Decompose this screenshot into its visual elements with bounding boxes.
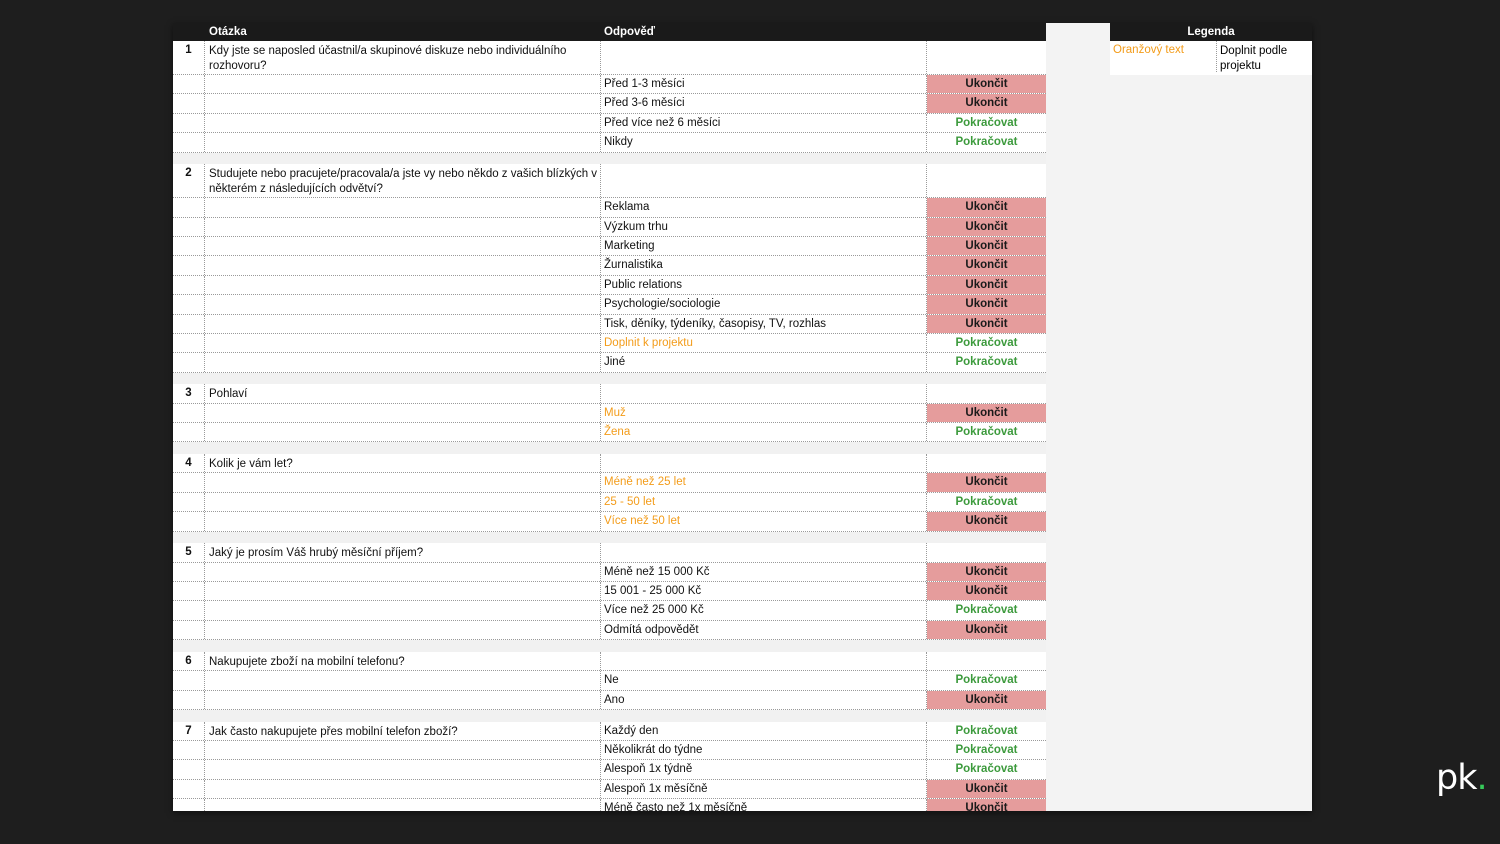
number-cell [173,276,205,294]
answer-row [173,256,1046,275]
answer-row [173,799,1046,811]
question-cell [205,780,601,798]
number-cell [173,198,205,216]
action-cell [927,164,1046,197]
row-gap [173,532,1046,544]
answer-row [173,741,1046,760]
answer-text: Ne [601,671,927,689]
action-badge: Pokračovat [955,495,1018,508]
answer-cell [601,543,927,561]
answer-row [173,133,1046,152]
action-badge: Ukončit [927,563,1046,581]
answer-text: Několikrát do týdne [601,741,927,759]
action-badge: Ukončit [927,256,1046,274]
action-badge: Ukončit [927,512,1046,530]
number-cell [173,473,205,491]
number-cell [173,423,205,441]
answer-row [173,671,1046,690]
question-cell [205,621,601,639]
answer-row [173,601,1046,620]
question-cell [205,493,601,511]
question-number: 1 [173,41,205,74]
question-cell [205,423,601,441]
answer-text: 25 - 50 let [601,493,927,511]
question-cell [205,94,601,112]
action-badge: Ukončit [927,295,1046,313]
answer-row [173,493,1046,512]
action-badge: Ukončit [927,404,1046,422]
answer-text: Žena [601,423,927,441]
answer-text: Psychologie/sociologie [601,295,927,313]
answer-row [173,473,1046,492]
question-cell [205,237,601,255]
row-gap [173,153,1046,165]
question-cell [205,601,601,619]
number-cell [173,621,205,639]
action-badge: Ukončit [927,75,1046,93]
answer-row [173,760,1046,779]
answer-text: Více než 25 000 Kč [601,601,927,619]
number-cell [173,218,205,236]
answer-text: Public relations [601,276,927,294]
action-badge: Ukončit [927,198,1046,216]
number-cell [173,799,205,811]
row-gap [173,640,1046,652]
header-answer: Odpověď [604,26,656,38]
number-cell [173,671,205,689]
action-badge: Pokračovat [955,724,1018,737]
answer-row [173,315,1046,334]
logo-dot: . [1476,758,1487,798]
action-badge: Ukončit [927,473,1046,491]
question-number: 3 [173,384,205,402]
pk-logo [1436,758,1487,798]
question-cell [205,582,601,600]
answer-row [173,780,1046,799]
question-cell [205,218,601,236]
number-cell [173,353,205,371]
answer-row [173,276,1046,295]
answer-row [173,75,1046,94]
question-cell [205,691,601,709]
answer-text: Alespoň 1x měsíčně [601,780,927,798]
number-cell [173,741,205,759]
legend [1110,23,1312,75]
answer-text: Před více než 6 měsíci [601,114,927,132]
number-cell [173,691,205,709]
answer-row [173,404,1046,423]
answer-text: Ano [601,691,927,709]
question-cell [205,198,601,216]
question-row [173,454,1046,473]
question-cell [205,295,601,313]
answer-row [173,334,1046,353]
action-badge: Ukončit [927,799,1046,811]
screener-table [173,23,1046,811]
number-cell [173,237,205,255]
number-cell [173,780,205,798]
question-text: Jak často nakupujete přes mobilní telefon zboží? [205,722,601,740]
answer-row [173,94,1046,113]
spreadsheet [173,23,1312,811]
answer-row [173,237,1046,256]
question-cell [205,799,601,811]
action-cell [927,543,1046,561]
action-cell [927,454,1046,472]
answer-cell [601,384,927,402]
legend-key: Oranžový text [1113,44,1184,56]
answer-row [173,198,1046,217]
table-header [173,23,1046,41]
question-text: Jaký je prosím Váš hrubý měsíční příjem? [205,543,601,561]
answer-text: Méně než 25 let [601,473,927,491]
answer-text: Reklama [601,198,927,216]
answer-text: Muž [601,404,927,422]
number-cell [173,334,205,352]
action-badge: Ukončit [927,691,1046,709]
action-badge: Ukončit [927,237,1046,255]
question-cell [205,512,601,530]
number-cell [173,760,205,778]
action-badge: Pokračovat [955,763,1018,776]
answer-text: Nikdy [601,133,927,151]
answer-text: Jiné [601,353,927,371]
question-cell [205,114,601,132]
action-cell [927,41,1046,74]
action-cell [927,384,1046,402]
question-text: Studujete nebo pracujete/pracovala/a jste vy nebo někdo z vašich blízkých v některém z následujících odvětví? [205,164,601,197]
number-cell [173,315,205,333]
answer-row [173,423,1046,442]
question-cell [205,334,601,352]
question-row [173,722,1046,741]
question-row [173,164,1046,198]
answer-row [173,353,1046,372]
legend-value: Doplnit podle projektu [1216,41,1306,72]
action-cell [927,652,1046,670]
number-cell [173,601,205,619]
action-badge: Ukončit [927,218,1046,236]
answer-cell [601,652,927,670]
number-cell [173,133,205,151]
row-gap [173,442,1046,454]
answer-row [173,691,1046,710]
question-cell [205,404,601,422]
question-cell [205,760,601,778]
question-text: Nakupujete zboží na mobilní telefonu? [205,652,601,670]
answer-row [173,114,1046,133]
action-badge: Pokračovat [955,356,1018,369]
logo-text: pk [1436,758,1477,798]
row-gap [173,710,1046,722]
action-badge: Ukončit [927,315,1046,333]
action-badge: Pokračovat [955,336,1018,349]
answer-text: Více než 50 let [601,512,927,530]
question-cell [205,741,601,759]
action-badge: Ukončit [927,276,1046,294]
question-row [173,652,1046,671]
answer-text: 15 001 - 25 000 Kč [601,582,927,600]
action-badge: Pokračovat [955,426,1018,439]
question-cell [205,256,601,274]
answer-row [173,295,1046,314]
number-cell [173,75,205,93]
question-number: 5 [173,543,205,561]
number-cell [173,114,205,132]
question-cell [205,353,601,371]
question-cell [205,133,601,151]
answer-text: Tisk, děníky, týdeníky, časopisy, TV, rozhlas [601,315,927,333]
answer-text: Marketing [601,237,927,255]
question-cell [205,276,601,294]
action-badge: Ukončit [927,621,1046,639]
question-cell [205,473,601,491]
row-gap [173,373,1046,385]
question-cell [205,75,601,93]
answer-text: Alespoň 1x týdně [601,760,927,778]
answer-cell [601,41,927,74]
number-cell [173,94,205,112]
answer-text: Výzkum trhu [601,218,927,236]
question-row [173,543,1046,562]
question-row [173,384,1046,403]
number-cell [173,512,205,530]
answer-cell [601,164,927,197]
number-cell [173,256,205,274]
legend-title: Legenda [1110,23,1312,41]
question-number: 4 [173,454,205,472]
answer-text: Před 1-3 měsíci [601,75,927,93]
answer-row [173,582,1046,601]
question-row [173,41,1046,75]
number-cell [173,582,205,600]
action-badge: Pokračovat [955,116,1018,129]
number-cell [173,563,205,581]
number-cell [173,295,205,313]
header-question: Otázka [209,26,247,38]
answer-row [173,563,1046,582]
legend-row [1110,41,1312,75]
action-badge: Pokračovat [955,674,1018,687]
answer-row [173,218,1046,237]
question-text: Pohlaví [205,384,601,402]
question-number: 7 [173,722,205,740]
question-cell [205,315,601,333]
answer-row [173,512,1046,531]
action-badge: Ukončit [927,94,1046,112]
action-badge: Pokračovat [955,604,1018,617]
question-cell [205,671,601,689]
answer-text: Doplnit k projektu [601,334,927,352]
action-badge: Pokračovat [955,136,1018,149]
question-number: 6 [173,652,205,670]
question-text: Kdy jste se naposled účastnil/a skupinové diskuze nebo individuálního rozhovoru? [205,41,601,74]
question-number: 2 [173,164,205,197]
action-badge: Ukončit [927,780,1046,798]
action-badge: Pokračovat [955,743,1018,756]
answer-text: Odmítá odpovědět [601,621,927,639]
table-body [173,41,1046,811]
question-text: Kolik je vám let? [205,454,601,472]
answer-text: Žurnalistika [601,256,927,274]
number-cell [173,493,205,511]
answer-text: Před 3-6 měsíci [601,94,927,112]
answer-text: Každý den [601,722,927,740]
answer-text: Méně často než 1x měsíčně [601,799,927,811]
question-cell [205,563,601,581]
answer-row [173,621,1046,640]
answer-text: Méně než 15 000 Kč [601,563,927,581]
answer-cell [601,454,927,472]
number-cell [173,404,205,422]
action-badge: Ukončit [927,582,1046,600]
